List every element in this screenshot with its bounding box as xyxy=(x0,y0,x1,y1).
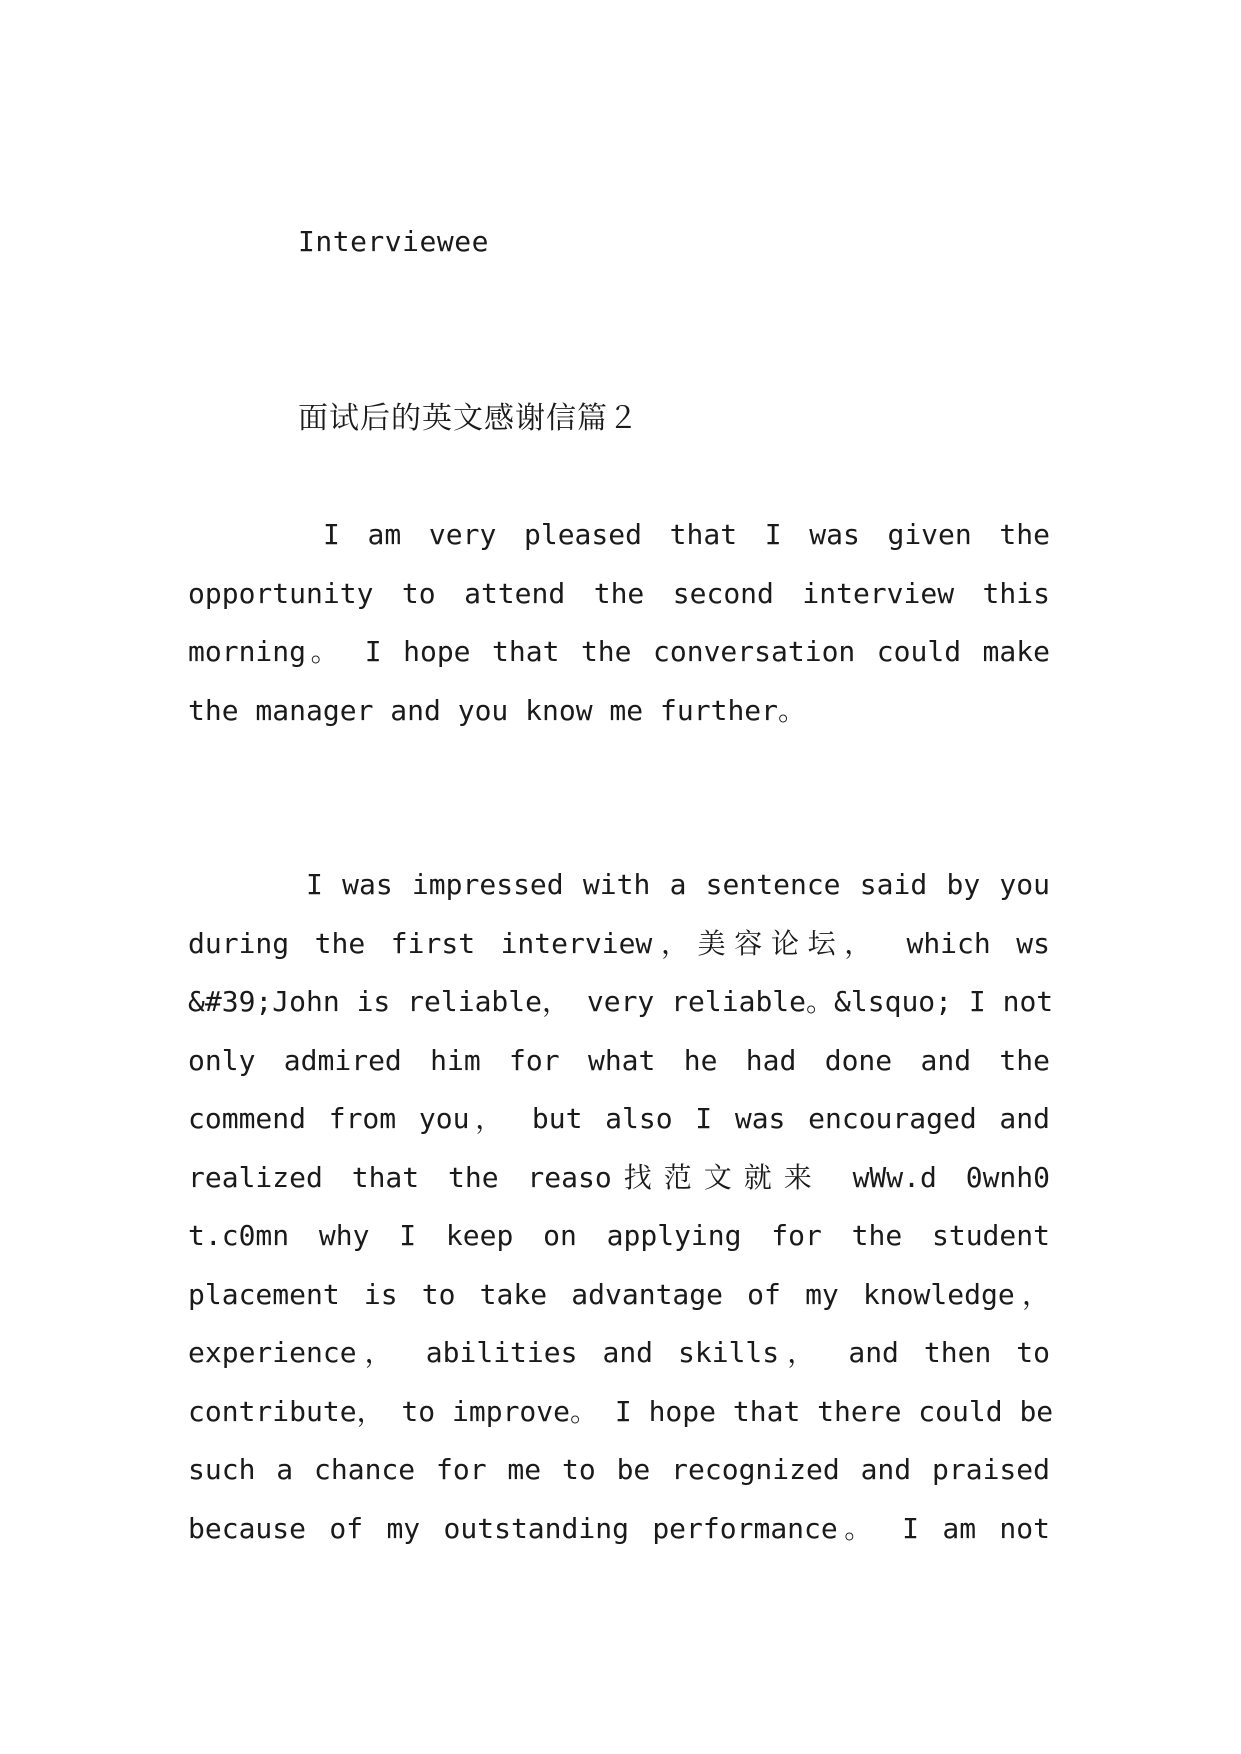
paragraph-line: I was impressed with a sentence said by you xyxy=(306,868,1050,901)
paragraph-line: experience， abilities and skills， and then to xyxy=(188,1336,1050,1369)
paragraph-line: t.c0mn why I keep on applying for the student xyxy=(188,1219,1050,1252)
paragraph-line: contribute， to improve。 I hope that there could be xyxy=(188,1394,1054,1428)
paragraph-line: such a chance for me to be recognized and praised xyxy=(188,1453,1050,1486)
paragraph-1 xyxy=(188,506,1050,740)
paragraph-line: only admired him for what he had done and the xyxy=(188,1043,1050,1077)
paragraph-line: during the first interview，美容论坛， which ws xyxy=(188,926,1050,960)
signature-text: Interviewee xyxy=(298,225,489,258)
paragraph-line: placement is to take advantage of my knowledge， xyxy=(188,1277,1050,1311)
paragraph-line: opportunity to attend the second interview this xyxy=(188,576,1050,610)
paragraph-line: because of my outstanding performance。 I am not xyxy=(188,1511,1050,1545)
section-heading: 面试后的英文感谢信篇２ xyxy=(298,401,639,436)
paragraph-line: commend from you， but also I was encouraged and xyxy=(188,1102,1050,1135)
paragraph-line: I am very pleased that I was given the xyxy=(323,518,1050,551)
paragraph-line: realized that the reaso找范文就来 wWw.d 0wnh0 xyxy=(188,1160,1050,1194)
paragraph-line: &#39;John is reliable， very reliable。&lsquo; I not xyxy=(188,985,1054,1018)
paragraph-line: morning。 I hope that the conversation could make xyxy=(188,635,1050,668)
paragraph-line: the manager and you know me further。 xyxy=(188,693,807,727)
paragraph-2 xyxy=(188,856,1054,1558)
